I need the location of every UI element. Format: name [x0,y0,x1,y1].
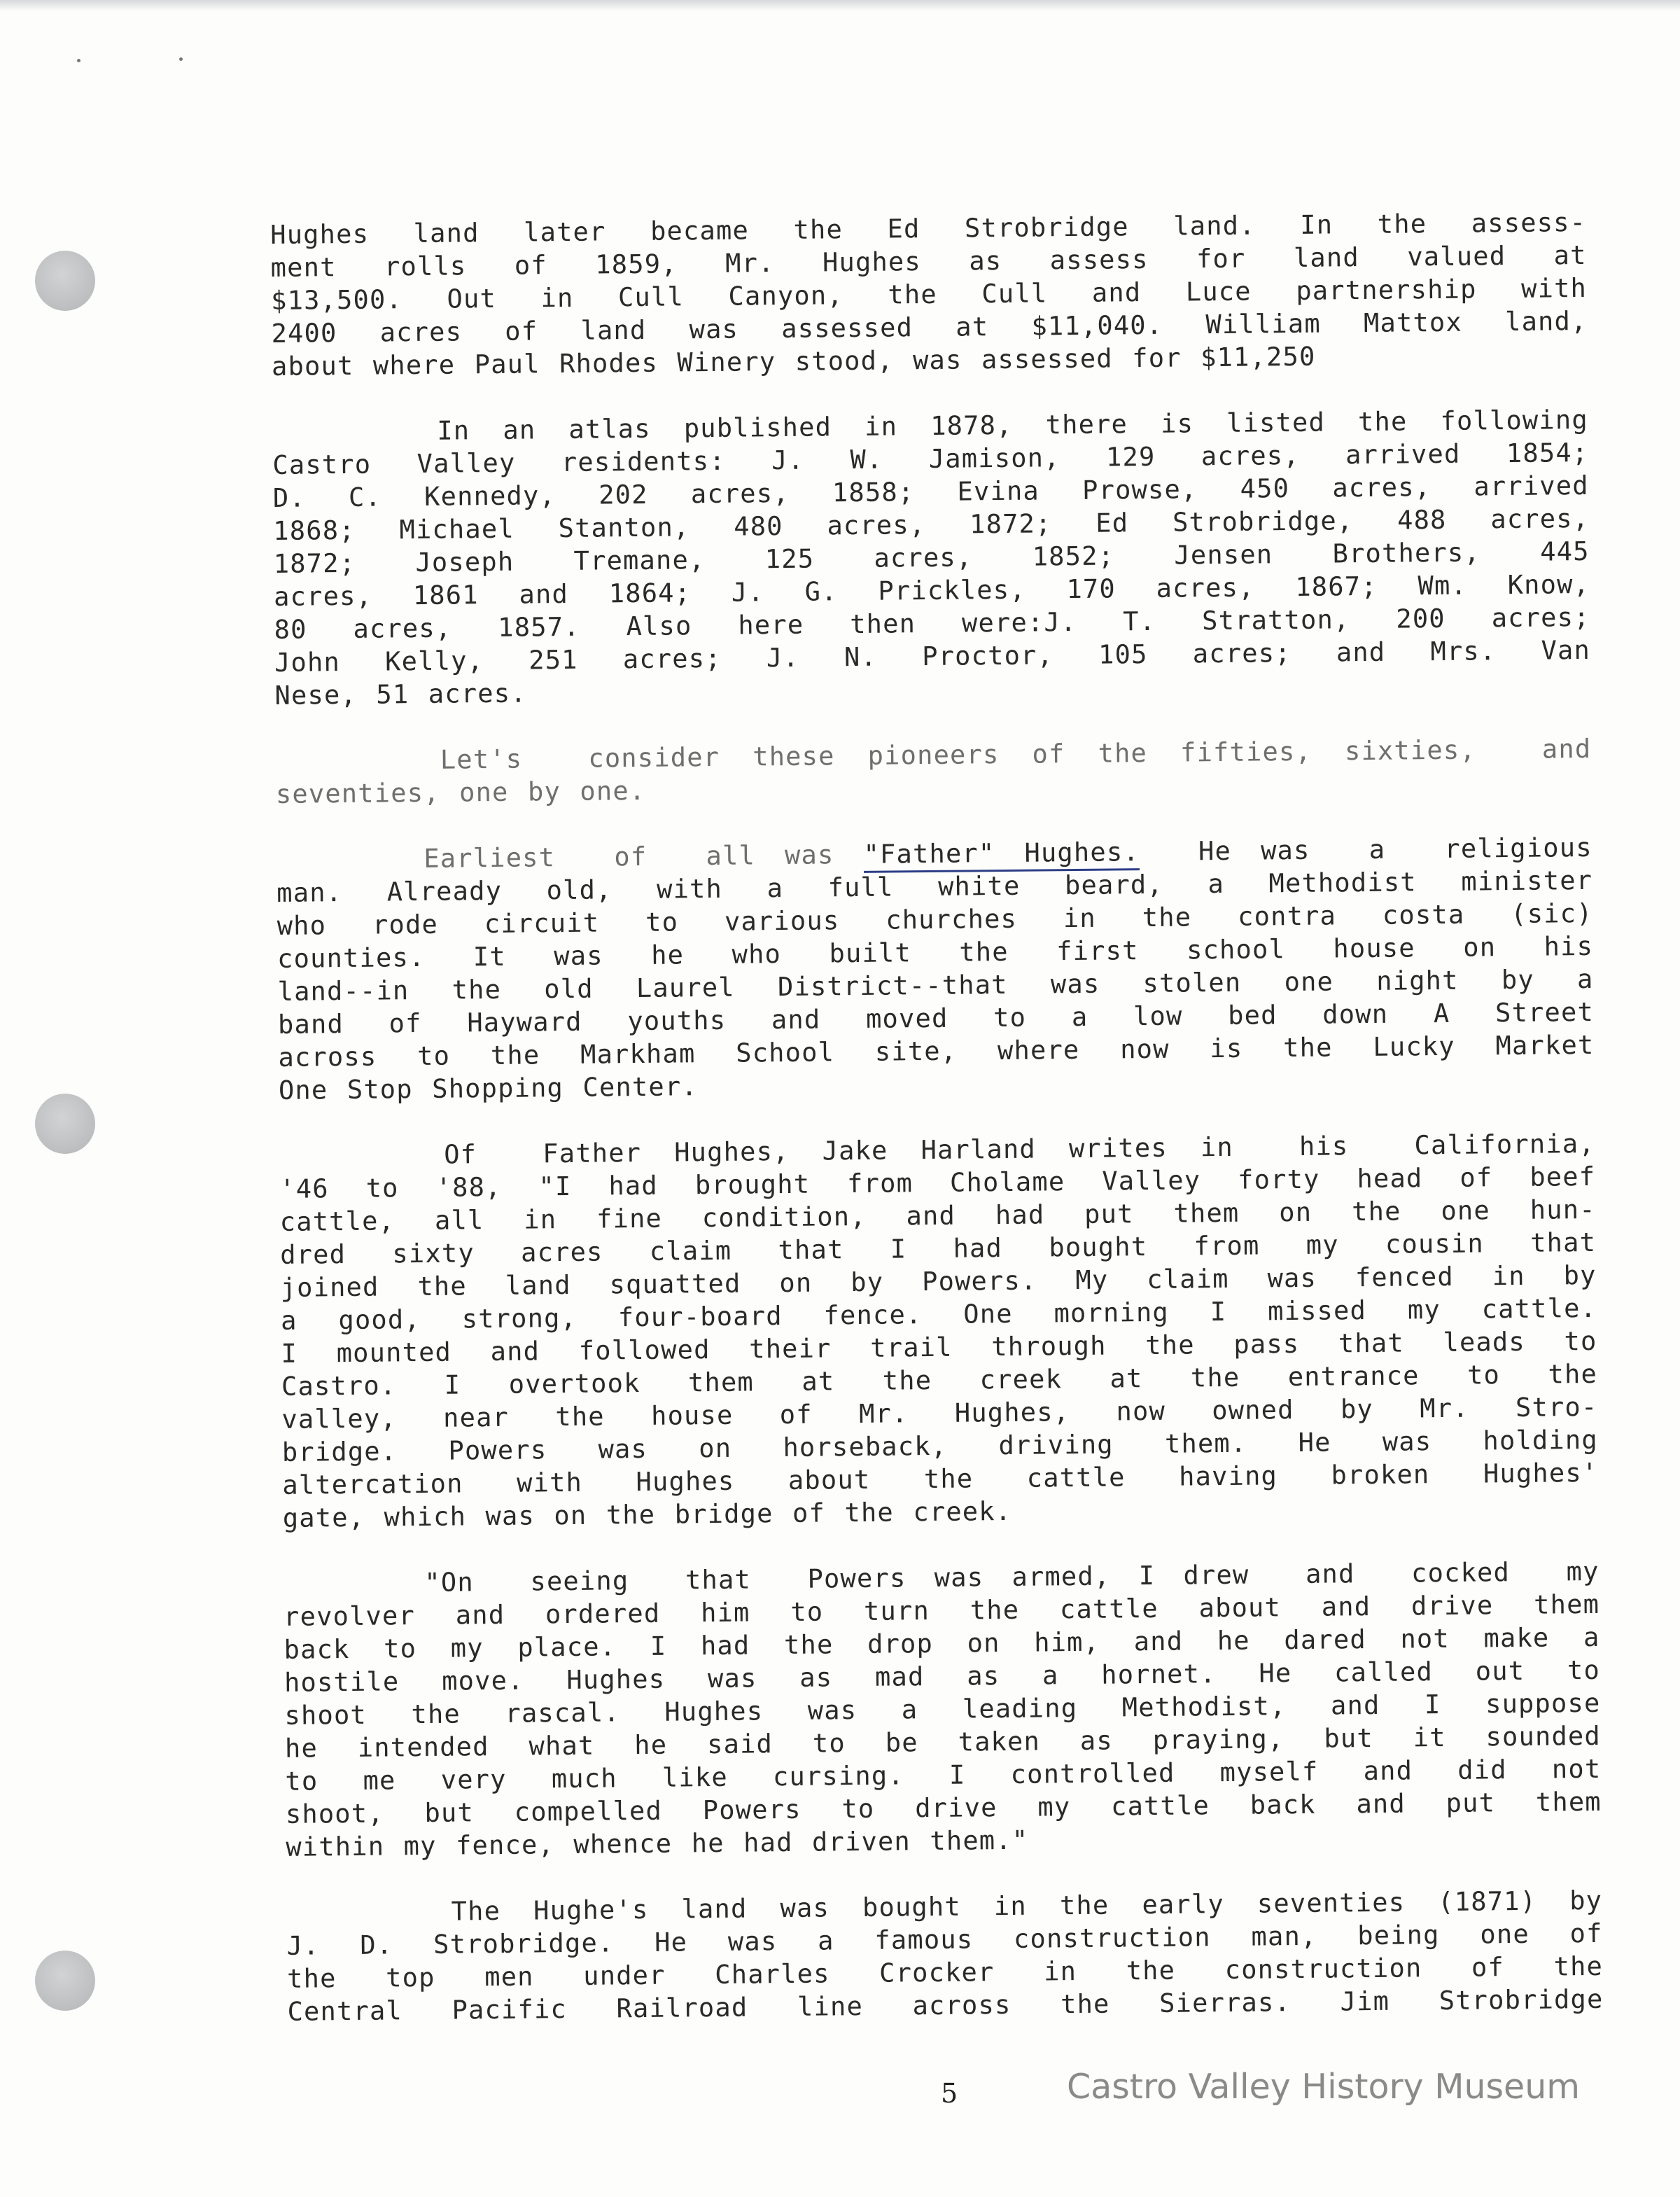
typed-text-body [270,206,1604,2061]
text-line: within my fence, whence he had driven them." [286,1825,1029,1862]
paragraph-powers-armed [283,1555,1602,1864]
punch-hole [35,1951,95,2011]
text-line: One Stop Shopping Center. [278,1071,699,1106]
text-line: shoot, but compelled Powers to drive my cattle back and put them [285,1786,1602,1829]
text-line: bridge. Powers was on horseback, driving them. He was holding [281,1424,1599,1467]
text-line: cattle, all in fine condition, and had put them on the one hun- [279,1194,1596,1237]
text-line: man. Already old, with a full white beard, a Methodist minister [276,865,1593,908]
text-fragment: He was a religious [1139,832,1592,867]
text-line: about where Paul Rhodes Winery stood, was assessed for $11,250 [271,341,1316,382]
text-line: In an atlas published in 1878, there is listed the following [272,404,1589,447]
text-line: Let's consider these pioneers of the fifties, sixties, and [275,733,1592,776]
scan-speck [179,57,183,61]
punch-hole [35,251,95,311]
text-line: 1872; Joseph Tremane, 125 acres, 1852; Jensen Brothers, 445 [273,536,1590,579]
text-line: counties. It was he who built the first school house on his [276,930,1594,974]
text-line: Central Pacific Railroad line across the Sierras. Jim Strobridge [287,1983,1604,2027]
paragraph-father-hughes [276,831,1595,1107]
punch-hole [35,1094,95,1154]
text-line: a good, strong, four-board fence. One morning I missed my cattle. [280,1292,1597,1336]
scan-edge [0,0,1680,11]
text-line: land--in the old Laurel District--that was stolen one night by a [277,963,1594,1007]
text-line: ment rolls of 1859, Mr. Hughes as assess for land valued at [270,239,1587,283]
text-line: '46 to '88, "I had brought from Cholame Valley forty head of beef [279,1161,1596,1204]
text-line: gate, which was on the bridge of the creek. [282,1495,1012,1533]
text-line: I mounted and followed their trail through the pass that leads to [281,1325,1597,1369]
text-line: "On seeing that Powers was armed, I drew and cocked my [283,1556,1600,1599]
text-line: hostile move. Hughes was as mad as a hornet. He called out to [284,1654,1601,1698]
text-line: 1868; Michael Stanton, 480 acres, 1872; Ed Strobridge, 488 acres, [273,503,1590,546]
text-line: joined the land squatted on by Powers. My claim was fenced in by [280,1260,1597,1303]
text-line: Nese, 51 acres. [274,678,527,711]
text-line: The Hughe's land was bought in the early seventies (1871) by [286,1885,1603,1928]
text-line: J. D. Strobridge. He was a famous construction man, being one of [286,1918,1603,1961]
text-line: revolver and ordered him to turn the cattle about and drive them [283,1589,1600,1632]
text-line: dred sixty acres claim that I had bought from my cousin that [280,1227,1597,1270]
text-line: back to my place. I had the drop on him, and he dared not make a [284,1621,1600,1665]
text-line: the top men under Charles Crocker in the construction of the [286,1951,1604,1994]
museum-watermark: Castro Valley History Museum [1067,2067,1580,2107]
paragraph-harland-quote [279,1127,1599,1535]
text-line: Castro Valley residents: J. W. Jamison, 129 acres, arrived 1854; [272,437,1589,480]
text-line: D. C. Kennedy, 202 acres, 1858; Evina Prowse, 450 acres, arrived [272,470,1589,513]
text-line: shoot the rascal. Hughes was a leading Methodist, and I suppose [284,1687,1601,1731]
text-fragment: Earliest of all was [276,839,864,875]
text-line: $13,500. Out in Cull Canyon, the Cull and Luce partnership with [270,272,1588,316]
text-line: John Kelly, 251 acres; J. N. Proctor, 105 acres; and Mrs. Van [274,634,1591,678]
text-line: Castro. I overtook them at the creek at the entrance to the [281,1358,1598,1402]
text-line: valley, near the house of Mr. Hughes, now owned by Mr. Stro- [281,1391,1598,1435]
text-line: acres, 1861 and 1864; J. G. Prickles, 170 acres, 1867; Wm. Know, [273,569,1590,612]
text-line: who rode circuit to various churches in the contra costa (sic) [276,898,1593,941]
text-line: Hughes land later became the Ed Strobridge land. In the assess- [270,207,1587,250]
text-line: altercation with Hughes about the cattle having broken Hughes' [282,1457,1599,1500]
paragraph-pioneers [275,732,1592,811]
text-line: 2400 acres of land was assessed at $11,040. William Mattox land, [271,305,1588,349]
scan-speck [77,59,80,62]
paragraph-atlas [272,403,1591,712]
text-line: Of Father Hughes, Jake Harland writes in his California, [279,1128,1595,1171]
text-line: 80 acres, 1857. Also here then were:J. T. Stratton, 200 acres; [274,601,1590,645]
page-number: 5 [941,2078,958,2109]
text-line: seventies, one by one. [275,775,646,809]
text-line: to me very much like cursing. I controlled myself and did not [285,1753,1602,1797]
text-line: he intended what he said to be taken as praying, but it sounded [284,1720,1602,1764]
underlined-name: "Father" Hughes. [863,837,1140,873]
text-line: across to the Markham School site, where now is the Lucky Market [278,1029,1595,1073]
text-line: band of Hayward youths and moved to a low bed down A Street [277,996,1595,1040]
paragraph-strobridge [286,1884,1604,2028]
paragraph-assessment [270,206,1588,383]
